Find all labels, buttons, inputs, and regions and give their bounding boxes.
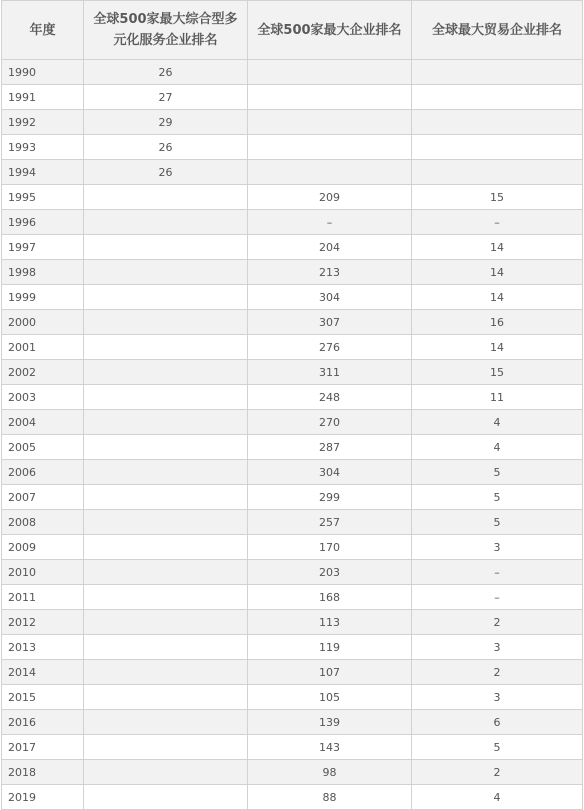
cell-global500-rank: 139 <box>248 710 412 735</box>
table-row <box>2 310 583 335</box>
table-row <box>2 710 583 735</box>
cell-trade-rank: 6 <box>412 710 583 735</box>
cell-year: 1991 <box>2 85 84 110</box>
cell-year: 2010 <box>2 560 84 585</box>
table-row <box>2 610 583 635</box>
cell-trade-rank: 5 <box>412 460 583 485</box>
cell-trade-rank: – <box>412 210 583 235</box>
cell-trade-rank <box>412 60 583 85</box>
cell-diversified-rank <box>84 335 248 360</box>
table-row <box>2 60 583 85</box>
cell-diversified-rank <box>84 460 248 485</box>
cell-trade-rank: 11 <box>412 385 583 410</box>
table-row <box>2 535 583 560</box>
cell-year: 1994 <box>2 160 84 185</box>
table-row <box>2 135 583 160</box>
table-row <box>2 760 583 785</box>
cell-diversified-rank <box>84 260 248 285</box>
cell-diversified-rank <box>84 510 248 535</box>
cell-year: 2001 <box>2 335 84 360</box>
cell-trade-rank: 3 <box>412 635 583 660</box>
cell-year: 2000 <box>2 310 84 335</box>
table-row <box>2 385 583 410</box>
cell-trade-rank: 4 <box>412 435 583 460</box>
cell-diversified-rank <box>84 660 248 685</box>
cell-year: 1999 <box>2 285 84 310</box>
table-row <box>2 460 583 485</box>
table-row <box>2 635 583 660</box>
table-row <box>2 685 583 710</box>
header-diversified-rank: 全球500家最大综合型多元化服务企业排名 <box>84 1 248 60</box>
cell-global500-rank: 287 <box>248 435 412 460</box>
cell-diversified-rank <box>84 385 248 410</box>
cell-year: 2015 <box>2 685 84 710</box>
cell-global500-rank: 143 <box>248 735 412 760</box>
cell-global500-rank: 304 <box>248 460 412 485</box>
cell-trade-rank <box>412 135 583 160</box>
cell-global500-rank <box>248 85 412 110</box>
cell-trade-rank: 5 <box>412 510 583 535</box>
table-row <box>2 110 583 135</box>
cell-global500-rank: 203 <box>248 560 412 585</box>
cell-diversified-rank <box>84 485 248 510</box>
cell-diversified-rank: 26 <box>84 160 248 185</box>
cell-trade-rank: 15 <box>412 185 583 210</box>
cell-diversified-rank <box>84 610 248 635</box>
table-row <box>2 85 583 110</box>
cell-global500-rank: 209 <box>248 185 412 210</box>
cell-diversified-rank <box>84 635 248 660</box>
cell-diversified-rank <box>84 685 248 710</box>
cell-trade-rank: 3 <box>412 535 583 560</box>
cell-diversified-rank <box>84 760 248 785</box>
table-row <box>2 560 583 585</box>
cell-year: 2019 <box>2 785 84 810</box>
cell-diversified-rank <box>84 360 248 385</box>
cell-global500-rank: 307 <box>248 310 412 335</box>
cell-diversified-rank <box>84 435 248 460</box>
cell-global500-rank: 168 <box>248 585 412 610</box>
cell-year: 2003 <box>2 385 84 410</box>
cell-global500-rank: 270 <box>248 410 412 435</box>
cell-global500-rank <box>248 135 412 160</box>
cell-diversified-rank <box>84 410 248 435</box>
cell-global500-rank: 119 <box>248 635 412 660</box>
cell-trade-rank: – <box>412 560 583 585</box>
table-body <box>2 60 583 810</box>
cell-trade-rank: 14 <box>412 335 583 360</box>
header-trade-rank: 全球最大贸易企业排名 <box>412 1 583 60</box>
table-row <box>2 335 583 360</box>
cell-global500-rank: 276 <box>248 335 412 360</box>
cell-trade-rank: 4 <box>412 785 583 810</box>
cell-trade-rank: 14 <box>412 260 583 285</box>
cell-trade-rank: 2 <box>412 660 583 685</box>
cell-year: 2012 <box>2 610 84 635</box>
table-row <box>2 785 583 810</box>
cell-year: 1990 <box>2 60 84 85</box>
cell-diversified-rank <box>84 535 248 560</box>
table-row <box>2 735 583 760</box>
cell-diversified-rank <box>84 185 248 210</box>
table-header <box>2 1 583 60</box>
cell-global500-rank: 311 <box>248 360 412 385</box>
cell-trade-rank: 14 <box>412 235 583 260</box>
cell-trade-rank: – <box>412 585 583 610</box>
cell-global500-rank <box>248 110 412 135</box>
cell-global500-rank: 257 <box>248 510 412 535</box>
table-row <box>2 285 583 310</box>
cell-year: 2006 <box>2 460 84 485</box>
cell-year: 1997 <box>2 235 84 260</box>
cell-diversified-rank: 26 <box>84 60 248 85</box>
cell-year: 2008 <box>2 510 84 535</box>
table-row <box>2 585 583 610</box>
cell-year: 2004 <box>2 410 84 435</box>
table-row <box>2 185 583 210</box>
cell-trade-rank: 16 <box>412 310 583 335</box>
cell-year: 2017 <box>2 735 84 760</box>
cell-diversified-rank <box>84 735 248 760</box>
cell-year: 1998 <box>2 260 84 285</box>
cell-year: 2002 <box>2 360 84 385</box>
cell-diversified-rank <box>84 310 248 335</box>
cell-global500-rank: – <box>248 210 412 235</box>
cell-trade-rank: 2 <box>412 760 583 785</box>
cell-diversified-rank <box>84 285 248 310</box>
cell-year: 2016 <box>2 710 84 735</box>
cell-global500-rank: 213 <box>248 260 412 285</box>
cell-global500-rank: 105 <box>248 685 412 710</box>
cell-diversified-rank <box>84 210 248 235</box>
cell-diversified-rank: 26 <box>84 135 248 160</box>
cell-year: 1995 <box>2 185 84 210</box>
table-row <box>2 260 583 285</box>
cell-global500-rank: 204 <box>248 235 412 260</box>
cell-diversified-rank <box>84 560 248 585</box>
cell-diversified-rank: 27 <box>84 85 248 110</box>
cell-trade-rank: 14 <box>412 285 583 310</box>
table-row <box>2 210 583 235</box>
cell-year: 2007 <box>2 485 84 510</box>
table-row <box>2 660 583 685</box>
table-row <box>2 410 583 435</box>
table-row <box>2 360 583 385</box>
cell-trade-rank <box>412 110 583 135</box>
cell-global500-rank <box>248 160 412 185</box>
cell-trade-rank: 5 <box>412 485 583 510</box>
cell-global500-rank: 170 <box>248 535 412 560</box>
cell-trade-rank: 4 <box>412 410 583 435</box>
table-row <box>2 160 583 185</box>
ranking-table <box>1 0 583 810</box>
cell-year: 2005 <box>2 435 84 460</box>
cell-trade-rank <box>412 85 583 110</box>
cell-global500-rank <box>248 60 412 85</box>
cell-year: 1992 <box>2 110 84 135</box>
cell-year: 1993 <box>2 135 84 160</box>
cell-year: 1996 <box>2 210 84 235</box>
cell-global500-rank: 113 <box>248 610 412 635</box>
cell-diversified-rank <box>84 585 248 610</box>
cell-trade-rank: 2 <box>412 610 583 635</box>
table-row <box>2 510 583 535</box>
cell-diversified-rank <box>84 235 248 260</box>
cell-global500-rank: 88 <box>248 785 412 810</box>
table-row <box>2 235 583 260</box>
table-row <box>2 485 583 510</box>
header-year: 年度 <box>2 1 84 60</box>
cell-diversified-rank <box>84 710 248 735</box>
cell-diversified-rank <box>84 785 248 810</box>
cell-year: 2013 <box>2 635 84 660</box>
cell-trade-rank: 5 <box>412 735 583 760</box>
header-row <box>2 1 583 60</box>
cell-trade-rank: 3 <box>412 685 583 710</box>
table-row <box>2 435 583 460</box>
cell-global500-rank: 98 <box>248 760 412 785</box>
cell-diversified-rank: 29 <box>84 110 248 135</box>
cell-global500-rank: 304 <box>248 285 412 310</box>
cell-year: 2018 <box>2 760 84 785</box>
cell-global500-rank: 107 <box>248 660 412 685</box>
cell-global500-rank: 248 <box>248 385 412 410</box>
cell-trade-rank <box>412 160 583 185</box>
header-global500-rank: 全球500家最大企业排名 <box>248 1 412 60</box>
cell-trade-rank: 15 <box>412 360 583 385</box>
cell-year: 2009 <box>2 535 84 560</box>
cell-year: 2014 <box>2 660 84 685</box>
cell-year: 2011 <box>2 585 84 610</box>
cell-global500-rank: 299 <box>248 485 412 510</box>
